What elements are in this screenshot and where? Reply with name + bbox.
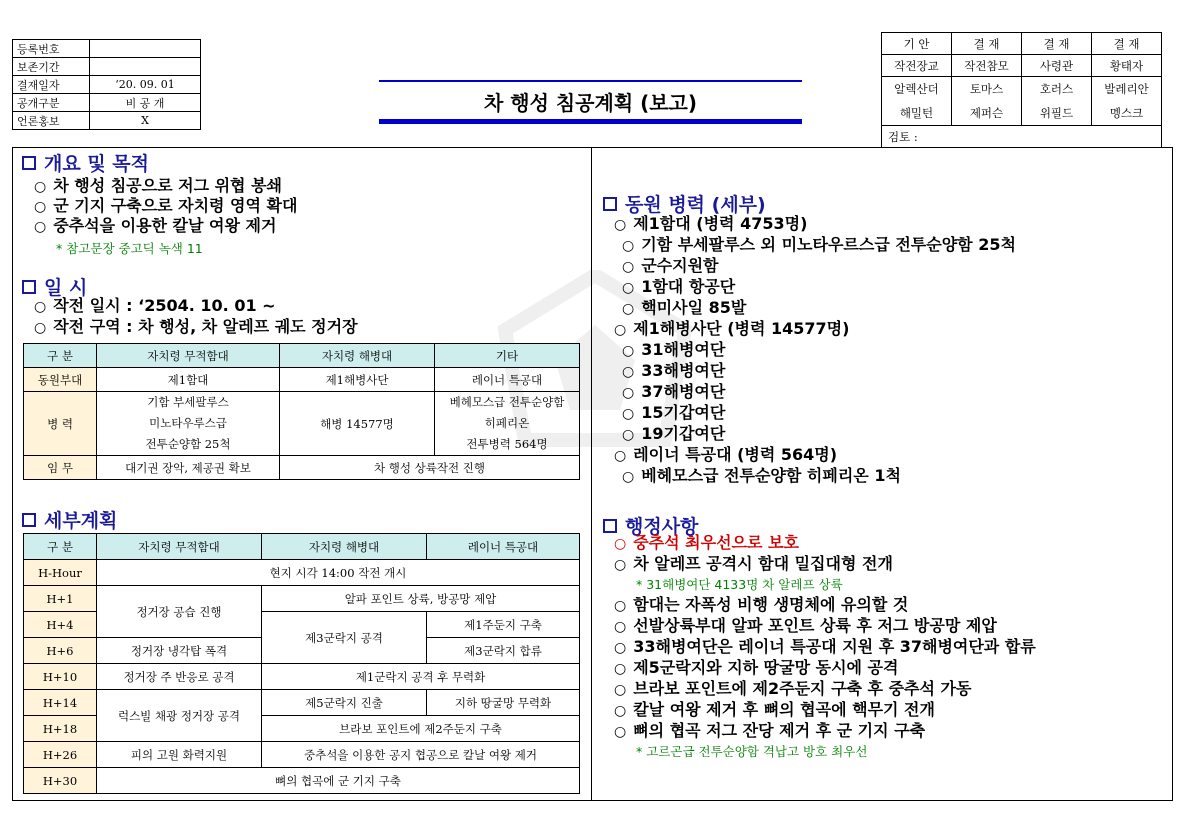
table-cell: 제3군락지 합류 (427, 638, 580, 664)
approval-role: 황태자 (1092, 55, 1162, 77)
table-cell: 브라보 포인트에 제2주둔지 구축 (262, 716, 580, 742)
list-item: ○ 칼날 여왕 제거 후 뼈의 협곡에 핵무기 전개 (614, 700, 935, 719)
circle-bullet-icon: ○ (614, 619, 627, 635)
meta-value: ‘20. 09. 01 (90, 76, 201, 94)
circle-bullet-icon: ○ (34, 299, 47, 315)
list-item: ○ 함대는 자폭성 비행 생명체에 유의할 것 (614, 595, 909, 614)
approval-name: 멩스크 (1092, 101, 1162, 126)
table-cell: 제3군락지 공격 (262, 612, 427, 664)
table-header: 자치령 해병대 (280, 344, 435, 368)
table-cell: 동원부대 (24, 368, 97, 392)
table-cell: H+14 (24, 690, 97, 716)
list-item: ○ 33해병여단 (622, 361, 726, 380)
list-item: ○ 33해병여단은 레이너 특공대 지원 후 37해병여단과 합류 (614, 637, 1036, 656)
circle-bullet-icon: ○ (34, 179, 47, 195)
table-cell: 정거장 공습 진행 (97, 586, 262, 638)
list-item: ○ 작전 일시 : ‘2504. 10. 01 ~ (34, 296, 276, 315)
table-cell: 정거장 냉각탑 폭격 (97, 638, 262, 664)
square-bullet-icon (22, 280, 36, 294)
table-header: 자치령 해병대 (262, 534, 427, 560)
table-cell: 기함 부세팔루스 미노타우루스급 전투순양함 25척 (97, 392, 280, 456)
list-item: ○ 기함 부세팔루스 외 미노타우르스급 전투순양함 25척 (622, 235, 1016, 254)
table-cell: 베헤모스급 전투순양함 히페리온 전투병력 564명 (435, 392, 580, 456)
circle-bullet-icon: ○ (614, 557, 627, 573)
meta-label: 공개구분 (13, 94, 90, 112)
list-item: ○ 레이너 특공대 (병력 564명) (614, 445, 838, 464)
section-heading-detail-plan: 세부계획 (22, 506, 117, 533)
approval-role: 작전장교 (882, 55, 952, 77)
forces-list (614, 214, 1016, 487)
meta-label: 보존기간 (13, 58, 90, 76)
circle-bullet-icon: ○ (622, 427, 635, 443)
meta-value: 비 공 개 (90, 94, 201, 112)
list-item: ○ 선발상륙부대 알파 포인트 상륙 후 저그 방공망 제압 (614, 616, 997, 635)
list-item: ○ 31해병여단 (622, 340, 726, 359)
table-cell: H+30 (24, 768, 97, 794)
circle-bullet-icon: ○ (622, 364, 635, 380)
approval-name: 토마스 (952, 77, 1022, 102)
list-item: ○ 군수지원함 (622, 256, 719, 275)
circle-bullet-icon: ○ (34, 219, 47, 235)
approval-table (881, 32, 1162, 148)
list-item: ○ 제1해병사단 (병력 14577명) (614, 319, 850, 338)
table-cell: 제1주둔지 구축 (427, 612, 580, 638)
table-cell: 해병 14577명 (280, 392, 435, 456)
circle-bullet-icon: ○ (614, 322, 627, 338)
table-cell: 임 무 (24, 456, 97, 480)
table-cell: 중추석을 이용한 공지 협공으로 칼날 여왕 제거 (262, 742, 580, 768)
table-cell: 제5군락지 진출 (262, 690, 427, 716)
table-cell: 제1함대 (97, 368, 280, 392)
list-item-priority: ○ 중추석 최우선으로 보호 (614, 533, 799, 552)
circle-bullet-icon: ○ (614, 724, 627, 740)
approval-name: 발레리안 (1092, 77, 1162, 102)
list-item: ○ 브라보 포인트에 제2주둔지 구축 후 중추석 가동 (614, 679, 972, 698)
list-item: ○ 1함대 항공단 (622, 277, 736, 296)
approval-header: 결 재 (952, 33, 1022, 55)
approval-name: 제퍼슨 (952, 101, 1022, 126)
circle-bullet-icon: ○ (614, 640, 627, 656)
list-item: ○ 핵미사일 85발 (622, 298, 747, 317)
circle-bullet-icon: ○ (614, 217, 627, 233)
square-bullet-icon (22, 513, 36, 527)
circle-bullet-icon: ○ (614, 598, 627, 614)
list-item: ○ 군 기지 구축으로 자치령 영역 확대 (34, 196, 298, 215)
square-bullet-icon (603, 197, 617, 211)
circle-bullet-icon: ○ (622, 469, 635, 485)
circle-bullet-icon: ○ (614, 448, 627, 464)
approval-role: 작전참모 (952, 55, 1022, 77)
table-cell: H+6 (24, 638, 97, 664)
table-cell: 럭스빌 채광 정거장 공격 (97, 690, 262, 742)
admin-list (614, 533, 1036, 762)
table-header: 자치령 무적함대 (97, 344, 280, 368)
table-cell: 피의 고원 화력지원 (97, 742, 262, 768)
section-heading-schedule: 일 시 (22, 273, 87, 300)
approval-review: 검토 : (882, 126, 1162, 148)
approval-name: 알렉산더 (882, 77, 952, 102)
circle-bullet-icon: ○ (614, 703, 627, 719)
forces-table (23, 343, 580, 480)
list-item: ○ 19기갑여단 (622, 424, 726, 443)
circle-bullet-icon: ○ (614, 682, 627, 698)
table-cell: H+26 (24, 742, 97, 768)
table-cell: 지하 땅굴망 무력화 (427, 690, 580, 716)
list-item: ○ 베헤모스급 전투순양함 히페리온 1척 (622, 466, 901, 485)
approval-header: 결 재 (1092, 33, 1162, 55)
list-item: ○ 중추석을 이용한 칼날 여왕 제거 (34, 216, 277, 235)
note-text: * 31해병여단 4133명 차 알레프 상륙 (636, 577, 843, 592)
circle-bullet-icon: ○ (622, 301, 635, 317)
approval-role: 사령관 (1022, 55, 1092, 77)
note-text: * 고르곤급 전투순양함 격납고 방호 최우선 (636, 744, 868, 759)
meta-value (90, 58, 201, 76)
table-header: 기타 (435, 344, 580, 368)
table-cell: H+4 (24, 612, 97, 638)
table-cell: H+18 (24, 716, 97, 742)
title-bottom-rule (379, 119, 802, 124)
table-cell: H+1 (24, 586, 97, 612)
table-cell: 현지 시각 14:00 작전 개시 (97, 560, 580, 586)
approval-header: 결 재 (1022, 33, 1092, 55)
section-heading-forces-detail: 동원 병력 (세부) (603, 190, 766, 217)
list-item: ○ 15기갑여단 (622, 403, 726, 422)
approval-name: 호러스 (1022, 77, 1092, 102)
table-cell: H-Hour (24, 560, 97, 586)
table-cell: 차 행성 상륙작전 진행 (280, 456, 580, 480)
meta-label: 등록번호 (13, 40, 90, 58)
table-header: 구 분 (24, 344, 97, 368)
page-title: 차 행성 침공계획 (보고) (483, 91, 698, 115)
note-text: * 참고문장 중고딕 녹색 11 (56, 241, 203, 256)
table-cell: 제1군락지 공격 후 무력화 (262, 664, 580, 690)
table-cell: 정거장 주 반응로 공격 (97, 664, 262, 690)
table-header: 레이너 특공대 (427, 534, 580, 560)
list-item: ○ 뼈의 협곡 저그 잔당 제거 후 군 기지 구축 (614, 721, 926, 740)
table-cell: 대기권 장악, 제공권 확보 (97, 456, 280, 480)
approval-header: 기 안 (882, 33, 952, 55)
title-top-rule (379, 80, 802, 82)
meta-label: 언론홍보 (13, 112, 90, 130)
meta-value: X (90, 112, 201, 130)
circle-bullet-icon: ○ (622, 406, 635, 422)
approval-name: 위필드 (1022, 101, 1092, 126)
circle-bullet-icon: ○ (622, 259, 635, 275)
circle-bullet-icon: ○ (622, 238, 635, 254)
table-header: 자치령 무적함대 (97, 534, 262, 560)
meta-label: 결재일자 (13, 76, 90, 94)
table-cell: 뼈의 협곡에 군 기지 구축 (97, 768, 580, 794)
meta-value (90, 40, 201, 58)
circle-bullet-icon: ○ (34, 199, 47, 215)
list-item: ○ 차 행성 침공으로 저그 위협 봉쇄 (34, 176, 282, 195)
circle-bullet-icon: ○ (614, 536, 627, 552)
table-header: 구 분 (24, 534, 97, 560)
list-item: ○ 제5군락지와 지하 땅굴망 동시에 공격 (614, 658, 899, 677)
square-bullet-icon (22, 156, 36, 170)
circle-bullet-icon: ○ (622, 280, 635, 296)
circle-bullet-icon: ○ (622, 385, 635, 401)
table-cell: 병 력 (24, 392, 97, 456)
table-cell: 알파 포인트 상륙, 방공망 제압 (262, 586, 580, 612)
circle-bullet-icon: ○ (34, 320, 47, 336)
list-item: ○ 작전 구역 : 차 행성, 차 알레프 궤도 정거장 (34, 317, 358, 336)
table-cell: 제1해병사단 (280, 368, 435, 392)
approval-name: 해밀턴 (882, 101, 952, 126)
square-bullet-icon (603, 519, 617, 533)
list-item: ○ 37해병여단 (622, 382, 726, 401)
list-item: ○ 제1함대 (병력 4753명) (614, 214, 808, 233)
table-cell: H+10 (24, 664, 97, 690)
section-heading-overview: 개요 및 목적 (22, 149, 149, 176)
document-meta-table (12, 39, 201, 130)
circle-bullet-icon: ○ (622, 343, 635, 359)
timeline-table (23, 533, 580, 794)
list-item: ○ 차 알레프 공격시 함대 밀집대형 전개 (614, 554, 893, 573)
circle-bullet-icon: ○ (614, 661, 627, 677)
table-cell: 레이너 특공대 (435, 368, 580, 392)
section-heading-admin: 행정사항 (603, 512, 698, 539)
